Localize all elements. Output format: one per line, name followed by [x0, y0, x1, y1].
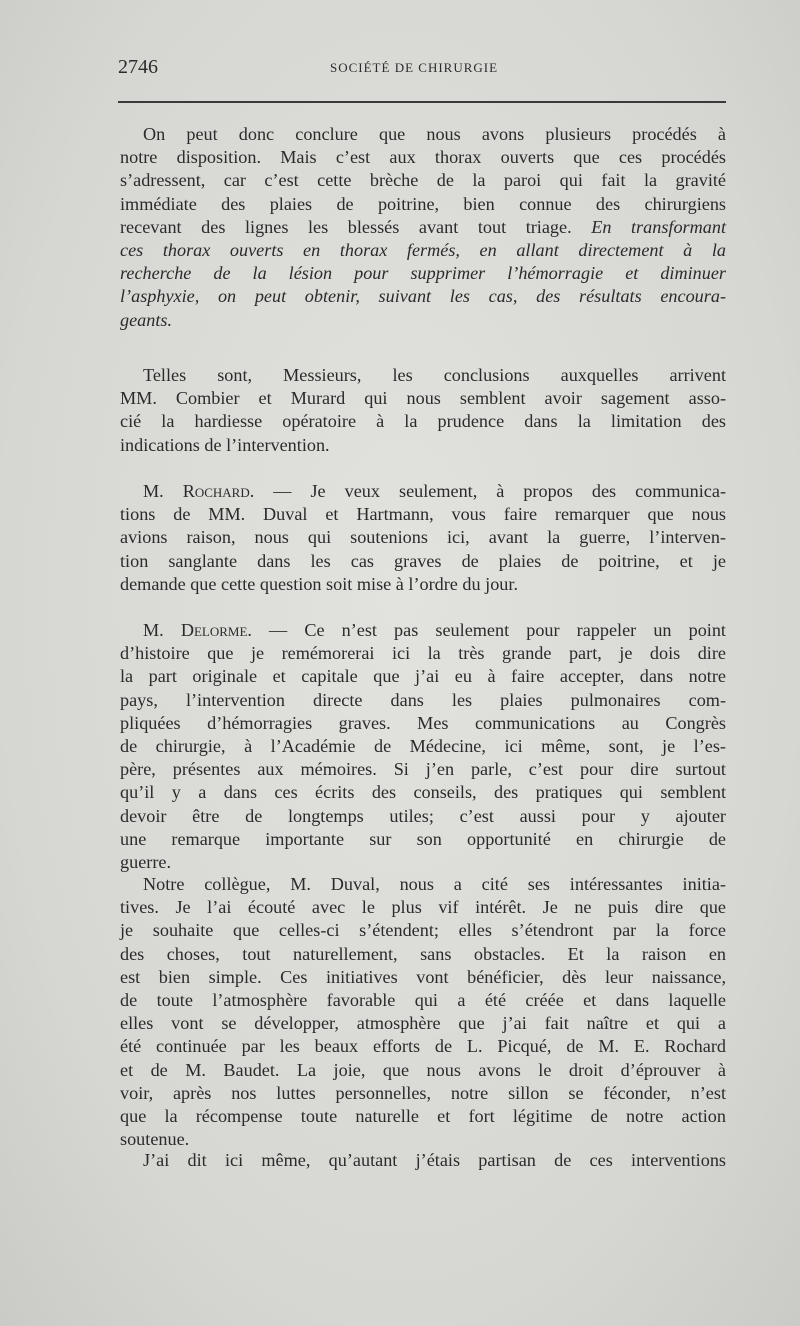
text-line: [120, 239, 726, 261]
text-line: [120, 550, 726, 572]
text-line: [120, 735, 726, 757]
text-line: [120, 1035, 726, 1057]
text-segment: pliquées d’hémorragies graves. Mes communications au Congrès: [120, 712, 726, 733]
text-segment: père, présentes aux mémoires. Si j’en parle, c’est pour dire surtout: [120, 759, 726, 780]
text-line: [120, 919, 726, 941]
text-line: [120, 262, 726, 284]
text-segment: je souhaite que celles-ci s’étendent; elles s’étendront par la force: [120, 920, 726, 941]
text-line: [120, 943, 726, 965]
text-line: [120, 712, 726, 734]
text-line: [120, 193, 726, 215]
text-line: [120, 851, 726, 873]
text-line: [120, 1012, 726, 1034]
text-segment: recevant des lignes les blessés avant tout triage.: [120, 216, 592, 237]
text-segment: immédiate des plaies de poitrine, bien connue des chirurgiens: [120, 193, 726, 214]
header-rule: [118, 101, 726, 103]
text-line: [143, 873, 726, 895]
text-segment: indications de l’intervention.: [120, 434, 330, 455]
text-segment: devoir être de longtemps utiles; c’est aussi pour y ajouter: [120, 805, 726, 826]
text-segment: tion sanglante dans les cas graves de plaies de poitrine, et je: [120, 550, 726, 571]
text-line: [120, 169, 726, 191]
page-number: 2746: [118, 56, 158, 78]
text-line: [143, 1149, 726, 1171]
text-segment: MM. Combier et Murard qui nous semblent avoir sagement asso-: [120, 388, 726, 409]
text-segment: été continuée par les beaux efforts de L. Picqué, de M. E. Rochard: [120, 1036, 726, 1057]
text-segment: pays, l’intervention directe dans les plaies pulmonaires com-: [120, 689, 726, 710]
text-line: [120, 966, 726, 988]
text-line: [120, 689, 726, 711]
text-segment: notre disposition. Mais c’est aux thorax ouverts que ces procédés: [120, 147, 726, 168]
text-line: [120, 828, 726, 850]
text-line: [120, 309, 726, 331]
text-line: [143, 480, 726, 502]
running-title: SOCIÉTÉ DE CHIRURGIE: [330, 60, 499, 75]
text-line: [120, 387, 726, 409]
text-segment: avions raison, nous qui soutenions ici, avant la guerre, l’interven-: [120, 527, 726, 548]
text-segment: qu’il y a dans ces écrits des conseils, des pratiques qui semblent: [120, 782, 726, 803]
text-segment: recherche de la lésion pour supprimer l’hémorragie et diminuer: [120, 263, 726, 284]
text-segment: voir, après nos luttes personnelles, notre sillon se féconder, n’est: [120, 1082, 726, 1103]
text-line: [120, 1128, 726, 1150]
text-line: [120, 526, 726, 548]
text-line: [120, 758, 726, 780]
text-line: [120, 642, 726, 664]
text-segment: En transformant: [591, 216, 726, 237]
text-segment: d’histoire que je remémorerai ici la très grande part, je dois dire: [120, 643, 726, 664]
text-segment: geants.: [120, 309, 173, 330]
text-line: [120, 1059, 726, 1081]
text-segment: la part originale et capitale que j’ai eu à faire accepter, dans notre: [120, 666, 726, 687]
speaker-name: Rochard: [182, 481, 250, 501]
text-line: [120, 285, 726, 307]
text-segment: cié la hardiesse opératoire à la prudence dans la limitation des: [120, 411, 726, 432]
text-line: [120, 665, 726, 687]
text-segment: . — Je veux seulement, à propos des communica-: [249, 481, 726, 501]
text-segment: de toute l’atmosphère favorable qui a été créée et dans laquelle: [120, 990, 726, 1010]
text-segment: de chirurgie, à l’Académie de Médecine, ici même, sont, je l’es-: [120, 736, 726, 756]
text-line: [120, 805, 726, 827]
text-segment: J’ai dit ici même, qu’autant j’étais partisan de ces interventions: [143, 1150, 726, 1170]
text-segment: M.: [143, 481, 183, 501]
text-segment: On peut donc conclure que nous avons plusieurs procédés à: [143, 124, 726, 144]
speaker-name: Delorme: [180, 620, 248, 640]
text-segment: tives. Je l’ai écouté avec le plus vif intérêt. Je ne puis dire que: [120, 897, 726, 918]
text-line: [120, 989, 726, 1011]
text-segment: M.: [143, 620, 181, 640]
text-line: [120, 434, 726, 456]
text-segment: . — Ce n’est pas seulement pour rappeler un point: [247, 620, 726, 640]
text-segment: Notre collègue, M. Duval, nous a cité ses intéressantes initia-: [143, 874, 726, 894]
text-line: [143, 123, 726, 145]
text-line: [143, 619, 726, 641]
text-line: [120, 410, 726, 432]
text-line: [120, 1105, 726, 1127]
text-segment: guerre.: [120, 852, 171, 872]
text-line: [120, 1082, 726, 1104]
text-line: [120, 503, 726, 525]
text-segment: demande que cette question soit mise à l’ordre du jour.: [120, 573, 518, 594]
text-segment: ces thorax ouverts en thorax fermés, en allant directement à la: [120, 240, 726, 260]
text-segment: Telles sont, Messieurs, les conclusions auxquelles arrivent: [143, 365, 726, 385]
text-segment: est bien simple. Ces initiatives vont bénéficier, dès leur naissance,: [120, 966, 726, 987]
text-segment: soutenue.: [120, 1129, 190, 1150]
text-line: [120, 146, 726, 168]
text-line: [120, 216, 726, 238]
text-line: [120, 573, 726, 595]
text-segment: tions de MM. Duval et Hartmann, vous faire remarquer que nous: [120, 504, 726, 525]
text-line: [143, 364, 726, 386]
text-segment: que la récompense toute naturelle et fort légitime de notre action: [120, 1106, 726, 1126]
text-segment: et de M. Baudet. La joie, que nous avons le droit d’éprouver à: [120, 1059, 726, 1080]
text-line: [120, 896, 726, 918]
text-segment: une remarque importante sur son opportunité en chirurgie de: [120, 828, 726, 849]
text-segment: s’adressent, car c’est cette brèche de la paroi qui fait la gravité: [120, 170, 726, 191]
text-segment: l’asphyxie, on peut obtenir, suivant les cas, des résultats encoura-: [120, 286, 726, 307]
text-segment: des choses, tout naturellement, sans obstacles. Et la raison en: [120, 943, 726, 964]
text-line: [120, 781, 726, 803]
text-segment: elles vont se développer, atmosphère que j’ai fait naître et qui a: [120, 1013, 726, 1034]
